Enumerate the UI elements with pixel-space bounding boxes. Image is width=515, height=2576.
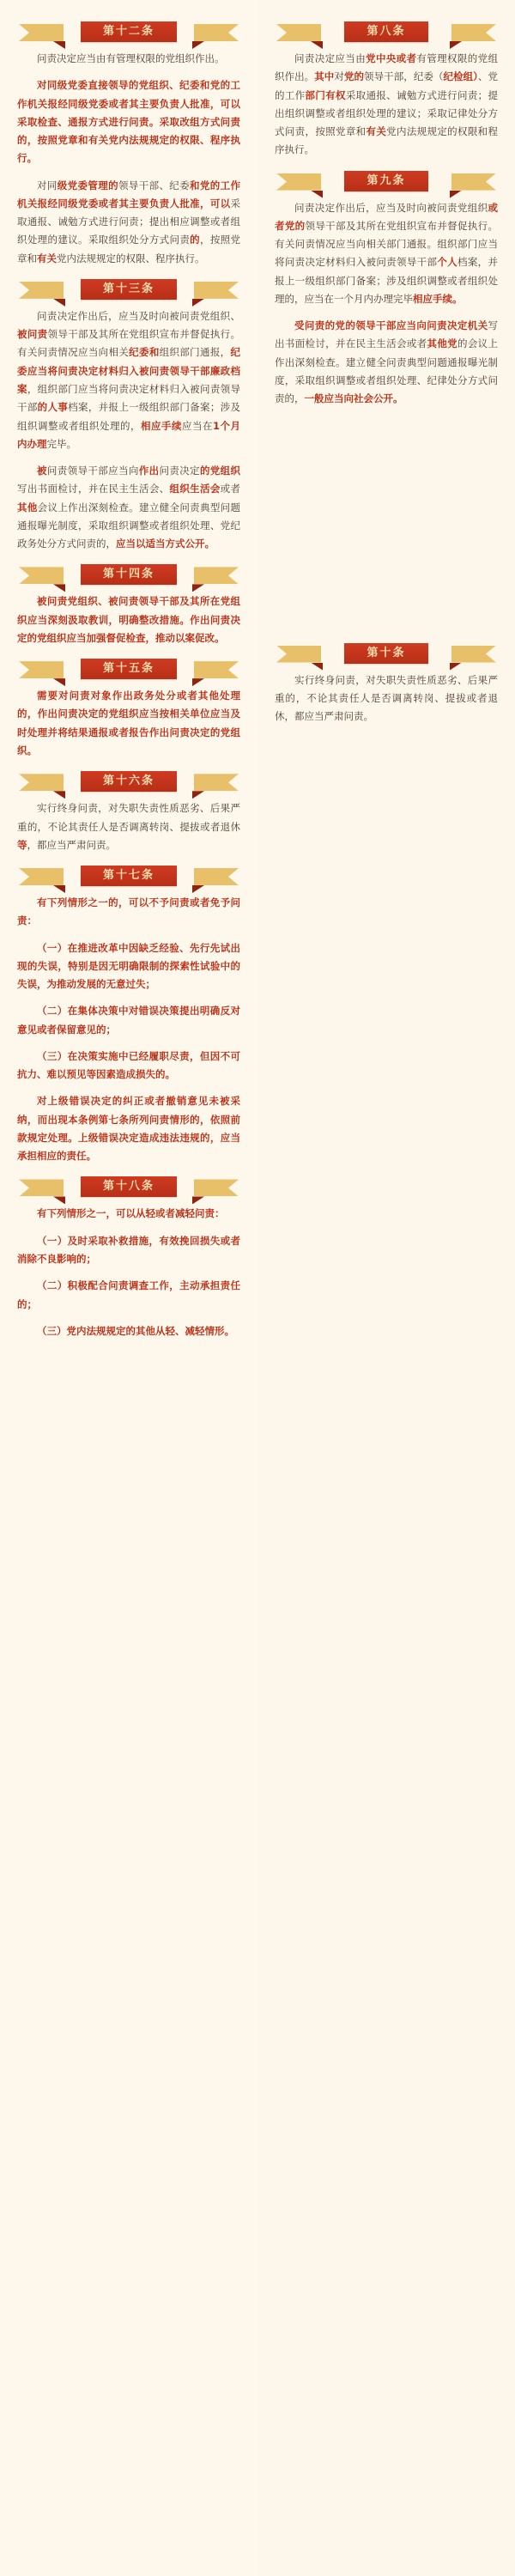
left-column [0, 10, 258, 1349]
paragraph [12, 1277, 245, 1314]
body-text: 完毕。 [46, 437, 76, 450]
body-text: ，按照党章和 [17, 234, 241, 264]
emphasis-text: 廉政档案 [17, 364, 241, 395]
emphasis-text: 党中央或者 [366, 52, 417, 64]
paragraph [12, 1092, 245, 1165]
ribbon-fold-right [192, 791, 204, 799]
emphasis-text: 对同级党委直接领导的党组织、 [37, 79, 180, 92]
emphasis-text: 党的 [343, 70, 365, 83]
emphasis-text: 机关 [467, 319, 488, 332]
emphasis-text: 组织生活会 [169, 483, 221, 495]
emphasis-text: 有关 [37, 252, 57, 264]
body-text: 问责决定作出后，应当及时向被问责党组织、 [37, 309, 240, 322]
document-section [12, 656, 245, 760]
emphasis-text: 被问责 [17, 328, 48, 341]
document-section [12, 562, 245, 647]
ribbon-tail-right [451, 646, 496, 663]
ribbon-fold-left [53, 584, 65, 592]
paragraph [270, 50, 503, 160]
ribbon-tail-left [19, 567, 64, 584]
body-text: 应当在 [182, 419, 213, 432]
body-text: 对 [334, 70, 344, 83]
emphasis-text: 部门有权 [305, 88, 346, 101]
body-text: 会议上作出深刻检查。建立健全问责典型问题通报曝光制度，采取组织调整或者组织处理、党纪政务处分方式问责的， [17, 501, 241, 550]
body-text: 实行终身问责，对失职失责性质恶劣、后果严重的，不论其责任人是否调离转岗、提拔或者退休 [17, 802, 240, 833]
section-heading-ribbon [12, 769, 245, 794]
paragraph [12, 1048, 245, 1084]
emphasis-text: 1个月内办理 [17, 419, 241, 450]
ribbon-fold-left [53, 885, 65, 893]
emphasis-text: 机关报经同级党委或者其主要负责人批准， [17, 197, 210, 210]
section-heading-label: 第九条 [344, 171, 427, 191]
emphasis-text: 有下列情形之一的，可以不予问责或者免予问责： [17, 896, 240, 927]
body-text: ，组织部门应当将问责决定材料归入被问责领导干部 [17, 382, 241, 414]
paragraph [12, 687, 245, 760]
document-section [270, 641, 503, 726]
ribbon-fold-left [53, 791, 65, 799]
emphasis-text: 受问责的 [294, 319, 336, 332]
emphasis-text: 作出 [138, 465, 160, 477]
ribbon-fold-right [192, 584, 204, 592]
emphasis-text: 个人 [437, 256, 458, 269]
emphasis-text: 其他 [17, 501, 38, 513]
section-heading-ribbon [270, 641, 503, 666]
body-text: 写出书面检讨，并在民主生活会或者 [275, 319, 499, 350]
emphasis-text: （三）党内法规规定的其他从轻、减轻情形。 [37, 1324, 234, 1337]
ribbon-tail-left [19, 774, 64, 791]
emphasis-text: 纪检组） [443, 70, 478, 83]
section-heading-ribbon [12, 276, 245, 302]
paragraph [12, 799, 245, 854]
body-text: 、党的工作 [275, 70, 499, 101]
emphasis-text: 和党的工作 [190, 179, 241, 191]
emphasis-text: （二）积极配合问责调查工作，主动承担责任的； [17, 1279, 240, 1310]
body-text: 问责决定应当由 [294, 52, 367, 64]
two-column-layout [0, 10, 515, 1349]
emphasis-text: 纪委和 [129, 346, 160, 359]
emphasis-text: 的 [190, 234, 201, 246]
section-heading-label: 第十三条 [81, 279, 177, 300]
section-heading-ribbon [270, 168, 503, 194]
emphasis-text: 其中 [314, 70, 335, 83]
ribbon-fold-right [192, 885, 204, 893]
emphasis-text: 的党组织 [199, 465, 241, 477]
emphasis-text: 有关 [366, 125, 387, 138]
section-heading-label: 第十二条 [81, 21, 177, 42]
section-heading-ribbon [12, 19, 245, 45]
right-column [258, 10, 515, 734]
body-text: 问责决定 [159, 465, 200, 477]
paragraph [12, 1232, 245, 1269]
emphasis-text: （二）在集体决策中对错误决策提出明确反对意见或者保留意见的； [17, 1005, 240, 1036]
ribbon-fold-right [192, 299, 204, 307]
emphasis-text: 相应手续 [141, 419, 182, 432]
ribbon-tail-right [194, 1179, 239, 1196]
ribbon-fold-right [192, 41, 204, 49]
section-heading-label: 第十六条 [81, 771, 177, 792]
ribbon-tail-left [276, 173, 321, 191]
ribbon-tail-left [19, 24, 64, 41]
emphasis-text: 或者党的 [275, 201, 498, 232]
ribbon-fold-right [192, 678, 204, 686]
paragraph [270, 199, 503, 309]
paragraph [12, 50, 245, 68]
ribbon-fold-right [450, 191, 462, 198]
ribbon-fold-left [311, 663, 323, 671]
paragraph [12, 1002, 245, 1039]
paragraph [12, 592, 245, 647]
paragraph [12, 1205, 245, 1223]
section-heading-label: 第八条 [344, 21, 427, 42]
ribbon-fold-left [53, 299, 65, 307]
emphasis-text: 应当以适当方式公开。 [116, 538, 215, 550]
layout-spacer [270, 417, 503, 632]
ribbon-tail-left [19, 1179, 64, 1196]
section-heading-ribbon [12, 656, 245, 682]
emphasis-text: （一）及时采取补救措施，有效挽回损失或者消除不良影响的； [17, 1234, 240, 1266]
document-section [12, 1174, 245, 1340]
paragraph [270, 671, 503, 726]
emphasis-text: 纪委和党的工作机关报经同级党委或者其主要负责人批准，可以采取检查、通报方式进行问责。采取改组方式问责的，按照党章和有关党内法规规定的权限、程序执行。 [17, 79, 240, 165]
ribbon-fold-left [311, 41, 323, 49]
ribbon-tail-left [276, 24, 321, 41]
emphasis-text: （一）在推进改革中因缺乏经验、先行先试出现的失误，特别是因无明确限制的探索性试验中的失误，为推动发展的无意过失； [17, 941, 240, 991]
paragraph [12, 307, 245, 453]
paragraph [12, 1322, 245, 1340]
document-section [270, 19, 503, 160]
body-text: ，都应当严肃问责。 [27, 838, 116, 851]
ribbon-fold-left [311, 191, 323, 198]
emphasis-text: 纪委应当将问责决定材料归入被问责领导干部 [17, 346, 241, 377]
section-heading-ribbon [270, 19, 503, 45]
ribbon-tail-right [451, 24, 496, 41]
body-text: 对同 [37, 179, 58, 191]
document-section [270, 168, 503, 409]
document-section [12, 19, 245, 268]
body-text: 有管理权限的党组织作出。 [275, 52, 498, 83]
ribbon-fold-left [53, 41, 65, 49]
emphasis-text: 其他党 [427, 337, 457, 350]
ribbon-tail-right [194, 661, 239, 678]
emphasis-text: （三）在决策实施中已经履职尽责，但因不可抗力、难以预见等因素造成损失的。 [17, 1049, 240, 1081]
right-sections-container [270, 19, 503, 726]
body-text: 写出书面检讨，并在民主生活会、 [17, 483, 170, 495]
emphasis-text: 的人事 [37, 401, 69, 414]
emphasis-text: 相应手续。 [413, 292, 463, 305]
paragraph [12, 894, 245, 931]
emphasis-text: 被问责党组织、被问责领导干部及其所在党组织应当深刻汲取教训，明确整改措施。作出问责决定的党组织应当加强督促检查，推动以案促改。 [17, 595, 240, 644]
body-text: 实行终身问责，对失职失责性质恶劣、后果严重的，不论其责任人是否调离转岗、提拔或者退休，都应当严肃问责。 [275, 673, 498, 723]
body-text: 采取通报、诫勉方式进行问责；提出相应调整或者组织处理的建议。采取组织处分方式问责 [17, 197, 241, 246]
ribbon-tail-right [194, 868, 239, 885]
section-heading-label: 第十七条 [81, 866, 177, 886]
paragraph [12, 939, 245, 994]
emphasis-text: 需要对问责对象作出政务处分或者其他处理的，作出问责决定的党组织应当按相关单位应当及时处理并将结果通报或者报告作出问责决定的党组织。 [17, 690, 240, 756]
paragraph [270, 317, 503, 408]
body-text: 党内法规规定的权限、程序执行。 [57, 252, 205, 264]
body-text: 问责领导干部应当向 [46, 465, 139, 477]
body-text: 问责决定作出后，应当及时向被问责党组织 [294, 201, 488, 214]
body-text: 档案，并报上一级组织部门备案；涉及组织调整或者组织处理的， [17, 401, 241, 432]
emphasis-text: 党的领导干部应当向问责决定 [335, 319, 468, 332]
ribbon-tail-right [451, 173, 496, 191]
section-heading-label: 第十条 [344, 643, 427, 664]
document-section [12, 863, 245, 1165]
emphasis-text: 级党委管理的 [57, 179, 118, 191]
left-sections-container [12, 19, 245, 1340]
ribbon-tail-right [194, 282, 239, 299]
body-text: 党内法规规定的权限和程序执行。 [275, 125, 499, 156]
section-heading-ribbon [12, 1174, 245, 1200]
body-text: 的会议上作出深刻检查。建立健全问责典型问题通报曝光制度，采取组织调整或者组织处理、纪律处分方式问责的， [275, 337, 498, 405]
ribbon-tail-left [276, 646, 321, 663]
paragraph [12, 462, 245, 553]
ribbon-fold-right [450, 41, 462, 49]
ribbon-tail-left [19, 282, 64, 299]
body-text: 领导干部，纪委（ [364, 70, 444, 83]
body-text: 组织部门通报， [159, 346, 231, 359]
section-heading-ribbon [12, 863, 245, 889]
ribbon-fold-right [450, 663, 462, 671]
body-text: 领导干部、纪委 [118, 179, 191, 191]
emphasis-text: 有下列情形之一，可以从轻或者减轻问责： [37, 1207, 225, 1220]
ribbon-fold-left [53, 1196, 65, 1204]
body-text: 领导干部及其所在党组织宣布并督促执行。有关问责情况应当向相关 [17, 328, 240, 359]
emphasis-text: 一般应当向社会公开。 [304, 392, 403, 405]
ribbon-tail-left [19, 661, 64, 678]
section-heading-label: 第十四条 [81, 564, 177, 585]
ribbon-tail-right [194, 567, 239, 584]
body-text: 采取通报、诫勉方式进行问责；提出组织调整或者组织处理的建议；采取记律处分方式问责，按照党章和 [275, 88, 499, 138]
ribbon-tail-right [194, 774, 239, 791]
emphasis-text: 等 [17, 838, 27, 851]
emphasis-text: 可以 [209, 197, 231, 210]
section-heading-label: 第十五条 [81, 659, 177, 679]
document-section [12, 769, 245, 854]
body-text: 问责决定应当由有管理权限的党组织作出。 [37, 52, 225, 64]
emphasis-text: 对上级错误决定的纠正或者撤销意见未被采纳，而出现本条例第七条所列问责情形的，依照前款规定处理。上级错误决定造成违法违规的，应当承担相应的责任。 [17, 1095, 240, 1163]
ribbon-fold-left [53, 678, 65, 686]
section-heading-ribbon [12, 562, 245, 587]
body-text: 档案，并报上一级组织部门备案；涉及组织调整或者组织处理的，应当在一个月内办理完毕 [275, 256, 499, 305]
ribbon-tail-right [194, 24, 239, 41]
paragraph [12, 177, 245, 268]
body-text: 或者 [220, 483, 241, 495]
ribbon-tail-left [19, 868, 64, 885]
emphasis-text: 被 [37, 465, 47, 477]
body-text: 领导干部及其所在党组织宣布并督促执行。有关问责情况应当向相关部门通报。组织部门应当将问责决定材料归入被问责领导干部 [275, 219, 498, 269]
section-heading-label: 第十八条 [81, 1176, 177, 1197]
document-section [12, 276, 245, 553]
paragraph [12, 76, 245, 167]
ribbon-fold-right [192, 1196, 204, 1204]
